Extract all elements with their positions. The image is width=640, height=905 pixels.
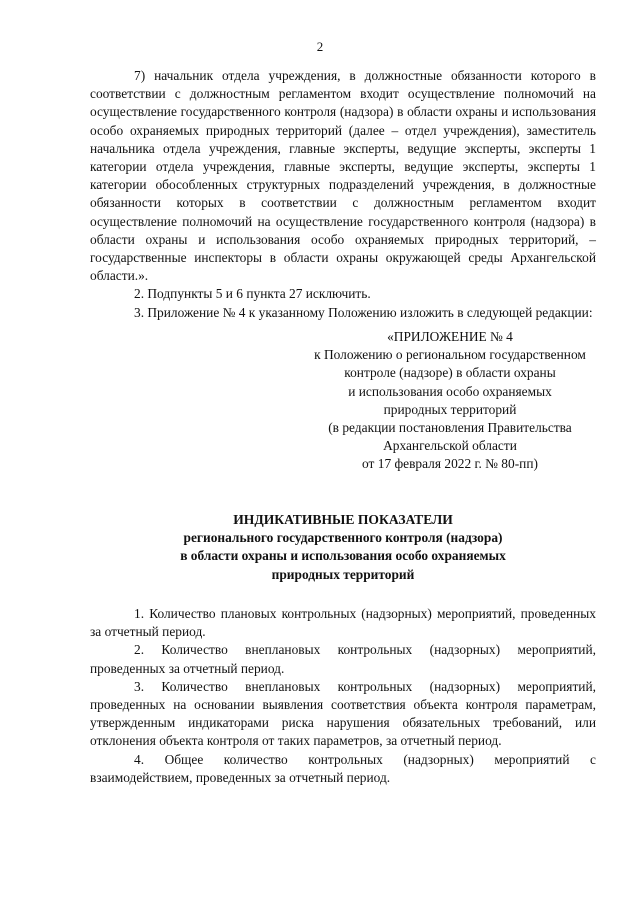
heading-subtitle-line: природных территорий xyxy=(271,566,415,582)
indicator-item: 4. Общее количество контрольных (надзорных) мероприятий с взаимодействием, проведенных за отчетный период. xyxy=(90,751,596,785)
paragraph-point-3: 3. Приложение № 4 к указанному Положению изложить в следующей редакции: xyxy=(134,304,593,320)
indicator-item: 1. Количество плановых контрольных (надзорных) мероприятий, проведенных за отчетный период. xyxy=(90,606,596,640)
appendix-line: (в редакции постановления Правительства xyxy=(328,420,572,436)
section-heading xyxy=(90,511,596,584)
appendix-line: к Положению о региональном государственном xyxy=(314,347,586,363)
appendix-line: контроле (надзоре) в области охраны xyxy=(344,365,556,381)
appendix-line: и использования особо охраняемых xyxy=(348,383,552,399)
heading-subtitle-line: в области охраны и использования особо охраняемых xyxy=(180,548,506,564)
paragraph-point-2: 2. Подпункты 5 и 6 пункта 27 исключить. xyxy=(134,286,371,302)
appendix-header xyxy=(270,328,630,474)
heading-subtitle-line: регионального государственного контроля (надзора) xyxy=(183,530,503,546)
body-text xyxy=(90,67,596,322)
paragraph-item-7: 7) начальник отдела учреждения, в должностные обязанности которого в соответствии с должностным регламентом входит осуществление полномочий на осуществление государственного контроля (надзора) в области охраны и использования особо охраняемых природных территорий (далее – отдел учреждения), заместитель начальника отдела учреждения, главные эксперты, ведущие эксперты, эксперты 1 категории отдела учреждения, главные эксперты, ведущие эксперты, эксперты 1 категории обособленных структурных подразделений учреждения, в должностные обязанности которых в соответствии с должностным регламентом входит осуществление полномочий на осуществление государственного контроля (надзора) в области охраны и использования особо охраняемых природных территорий, – государственные инспекторы в области охраны окружающей среды Архангельской области.». xyxy=(90,68,596,284)
appendix-line: «ПРИЛОЖЕНИЕ № 4 xyxy=(387,329,513,344)
heading-title: ИНДИКАТИВНЫЕ ПОКАЗАТЕЛИ xyxy=(233,512,453,527)
page-number: 2 xyxy=(316,39,324,54)
indicator-item: 2. Количество внеплановых контрольных (надзорных) мероприятий, проведенных за отчетный период. xyxy=(90,642,596,676)
indicator-item: 3. Количество внеплановых контрольных (надзорных) мероприятий, проведенных на основании выявления соответствия объекта контроля параметрам, утвержденным индикаторами риска нарушения обязательных требований, или отклонения объекта контроля от таких параметров, за отчетный период. xyxy=(90,678,596,749)
appendix-line: природных территорий xyxy=(383,401,517,417)
appendix-line: Архангельской области xyxy=(383,438,517,454)
appendix-line: от 17 февраля 2022 г. № 80-пп) xyxy=(362,456,538,472)
indicator-list xyxy=(90,605,596,787)
